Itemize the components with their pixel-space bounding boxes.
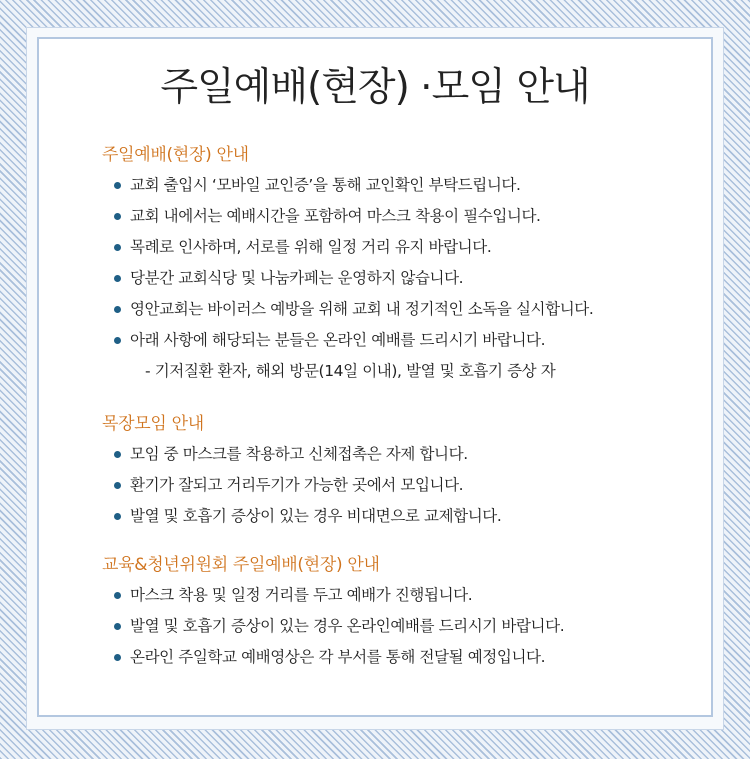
- item-text: 영안교회는 바이러스 예방을 위해 교회 내 정기적인 소독을 실시합니다.: [130, 300, 594, 318]
- item-text: 발열 및 호흡기 증상이 있는 경우 온라인예배를 드리시기 바랍니다.: [130, 617, 565, 635]
- bullet-icon: [114, 482, 121, 489]
- bullet-icon: [114, 592, 121, 599]
- item-list: [102, 170, 722, 387]
- list-item: [102, 263, 722, 294]
- item-text: 마스크 착용 및 일정 거리를 두고 예배가 진행됩니다.: [130, 586, 473, 604]
- bullet-icon: [114, 513, 121, 520]
- bullet-icon: [114, 213, 121, 220]
- list-item: [102, 170, 722, 201]
- item-text: 모임 중 마스크를 착용하고 신체접촉은 자제 합니다.: [130, 445, 468, 463]
- list-item: [102, 501, 722, 532]
- list-item: [102, 232, 722, 263]
- item-text: 교회 내에서는 예배시간을 포함하여 마스크 착용이 필수입니다.: [130, 207, 541, 225]
- bullet-icon: [114, 182, 121, 189]
- item-text: 온라인 주일학교 예배영상은 각 부서를 통해 전달될 예정입니다.: [130, 648, 546, 666]
- bullet-icon: [114, 451, 121, 458]
- list-item: [102, 201, 722, 232]
- bullet-icon: [114, 306, 121, 313]
- section-sunday-service: [102, 143, 722, 387]
- list-item: [102, 611, 722, 642]
- list-item: [102, 439, 722, 470]
- bullet-icon: [114, 337, 121, 344]
- item-text: 당분간 교회식당 및 나눔카페는 운영하지 않습니다.: [130, 269, 464, 287]
- section-heading: 주일예배(현장) 안내: [102, 145, 249, 165]
- list-item: [102, 294, 722, 325]
- sub-item-text: - 기저질환 환자, 해외 방문(14일 이내), 발열 및 호흡기 증상 자: [145, 362, 556, 380]
- section-heading: 교육&청년위원회 주일예배(현장) 안내: [102, 555, 380, 575]
- section-heading: 목장모임 안내: [102, 414, 204, 434]
- item-text: 목례로 인사하며, 서로를 위해 일정 거리 유지 바랍니다.: [130, 238, 492, 256]
- page-title: 주일예배(현장) ·모임 안내: [160, 65, 590, 110]
- list-item: [102, 580, 722, 611]
- item-list: [102, 580, 722, 673]
- section-cell-meeting: [102, 412, 722, 532]
- bullet-icon: [114, 654, 121, 661]
- bullet-icon: [114, 623, 121, 630]
- item-text: 교회 출입시 ‘모바일 교인증’을 통해 교인확인 부탁드립니다.: [130, 176, 521, 194]
- list-item: [102, 642, 722, 673]
- item-list: [102, 439, 722, 532]
- list-item: [102, 470, 722, 501]
- list-item: [102, 325, 722, 356]
- bullet-icon: [114, 275, 121, 282]
- item-text: 발열 및 호흡기 증상이 있는 경우 비대면으로 교제합니다.: [130, 507, 502, 525]
- item-text: 아래 사항에 해당되는 분들은 온라인 예배를 드리시기 바랍니다.: [130, 331, 546, 349]
- bullet-icon: [114, 244, 121, 251]
- list-sub-item: [102, 356, 722, 387]
- section-education-youth: [102, 553, 722, 673]
- item-text: 환기가 잘되고 거리두기가 가능한 곳에서 모입니다.: [130, 476, 464, 494]
